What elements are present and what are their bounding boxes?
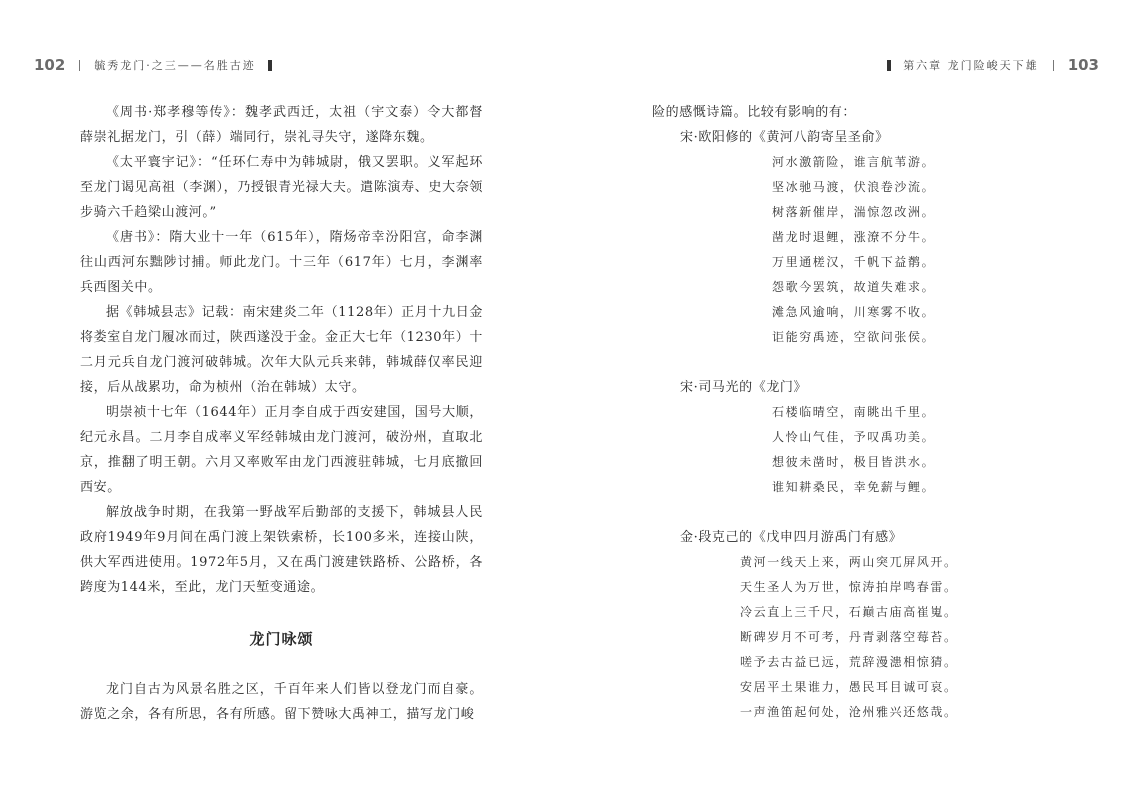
poem-title-ouyangxiu: 宋·欧阳修的《黄河八韵寄呈圣俞》 bbox=[680, 130, 889, 145]
left-running-header bbox=[34, 56, 284, 74]
poem-title-duankeji: 金·段克己的《戊申四月游禹门有感》 bbox=[680, 530, 903, 545]
paragraph-taiping-huanyuji: 《太平寰宇记》：“任环仁寿中为韩城尉，俄又罢职。义军起环至龙门谒见高祖（李渊），乃授银青光禄大夫。遣陈演寿、史大奈领步骑六千趋梁山渡河。” bbox=[80, 155, 483, 220]
right-page-number: 103 bbox=[1067, 56, 1099, 74]
paragraph-tangshu: 《唐书》：隋大业十一年（615年），隋炀帝幸汾阳宫，命李渊往山西河东黜陟讨捕。师此龙门。十三年（617年）七月，李渊率兵西图关中。 bbox=[80, 230, 483, 295]
header-divider bbox=[1053, 60, 1054, 71]
poem-line: 一声渔笛起何处，沧州雅兴还悠哉。 bbox=[740, 705, 958, 719]
paragraph-continuation: 险的感慨诗篇。比较有影响的有： bbox=[652, 105, 857, 120]
poem-line: 安居平土果谁力，愚民耳目诚可哀。 bbox=[740, 680, 958, 694]
stanza-gap bbox=[652, 350, 1072, 375]
poem-simaguang bbox=[652, 400, 1072, 500]
poem-line: 滩急风逾响，川寒雾不收。 bbox=[772, 305, 936, 319]
poem-line: 断碑岁月不可考，丹青剥落空莓苔。 bbox=[740, 630, 958, 644]
paragraph-zhoushu: 《周书·郑孝穆等传》：魏孝武西迁，太祖（宇文泰）令大都督薛崇礼据龙门，引（薛）端同行，崇礼寻失守，遂降东魏。 bbox=[80, 105, 483, 145]
right-running-header bbox=[875, 56, 1099, 74]
poem-line: 石楼临晴空，南眺出千里。 bbox=[772, 405, 936, 419]
poem-line: 凿龙时退鲤，涨潦不分牛。 bbox=[772, 230, 936, 244]
right-page-body bbox=[652, 100, 1072, 725]
poem-line: 天生圣人为万世，惊涛拍岸鸣春雷。 bbox=[740, 580, 958, 594]
poem-ouyangxiu bbox=[652, 150, 1072, 350]
poem-line: 树落新催岸，湍惊忽改洲。 bbox=[772, 205, 936, 219]
left-header-title: 毓秀龙门·之三——名胜古迹 bbox=[94, 59, 256, 72]
paragraph-hancheng-xianzhi: 据《韩城县志》记载：南宋建炎二年（1128年）正月十九日金将娄室自龙门履冰而过，陕西遂没于金。金正大七年（1230年）十二月元兵自龙门渡河破韩城。次年大队元兵来韩，韩城薛仅率民迎接，后从战累功，命为桢州（治在韩城）太守。 bbox=[80, 305, 483, 395]
paragraph-longmen-intro: 龙门自古为风景名胜之区，千百年来人们皆以登龙门而自豪。游览之余，各有所思，各有所感。留下赞咏大禹神工，描写龙门峻 bbox=[80, 682, 483, 722]
header-block-marker bbox=[887, 60, 891, 71]
paragraph-chongzhen: 明崇祯十七年（1644年）正月李自成于西安建国，国号大顺，纪元永昌。二月李自成率义军经韩城由龙门渡河，破汾州，直取北京，推翻了明王朝。六月又率败军由龙门西渡驻韩城，七月底撤回西安。 bbox=[80, 405, 483, 495]
section-body bbox=[80, 677, 483, 727]
stanza-gap bbox=[652, 500, 1072, 525]
header-divider bbox=[79, 60, 80, 71]
poem-line: 谁知耕桑民，幸免薪与鲤。 bbox=[772, 480, 936, 494]
poem-line: 嗟予去古益已远，荒辞漫漶相惊猜。 bbox=[740, 655, 958, 669]
poem-line: 黄河一线天上来，两山突兀屏风开。 bbox=[740, 555, 958, 569]
poem-line: 河水激箭险，谁言航苇游。 bbox=[772, 155, 936, 169]
poem-duankeji bbox=[652, 550, 1072, 725]
poem-line: 万里通槎汉，千帆下益鹡。 bbox=[772, 255, 936, 269]
poem-line: 坚冰驰马渡，伏浪卷沙流。 bbox=[772, 180, 936, 194]
poem-line: 冷云直上三千尺，石巅古庙高崔嵬。 bbox=[740, 605, 958, 619]
poem-line: 人怜山气佳，予叹禹功美。 bbox=[772, 430, 936, 444]
section-title: 龙门咏颂 bbox=[249, 630, 314, 648]
poem-title-simaguang: 宋·司马光的《龙门》 bbox=[680, 380, 808, 395]
poem-line: 想彼未凿时，极目皆洪水。 bbox=[772, 455, 936, 469]
poem-line: 讵能穷禹迹，空欲问张侯。 bbox=[772, 330, 936, 344]
left-page-body bbox=[80, 100, 483, 600]
right-header-title: 第六章 龙门险峻天下雄 bbox=[903, 59, 1039, 72]
header-block-marker bbox=[268, 60, 272, 71]
poem-line: 怨歌今罢筑，故道失难求。 bbox=[772, 280, 936, 294]
left-page-number: 102 bbox=[34, 56, 66, 74]
paragraph-liberation-war: 解放战争时期，在我第一野战军后勤部的支援下，韩城县人民政府1949年9月间在禹门渡上架铁索桥，长100多米，连接山陕，供大军西进使用。1972年5月，又在禹门渡建铁路桥、公路桥，各跨度为144米，至此，龙门天堑变通途。 bbox=[80, 505, 483, 595]
